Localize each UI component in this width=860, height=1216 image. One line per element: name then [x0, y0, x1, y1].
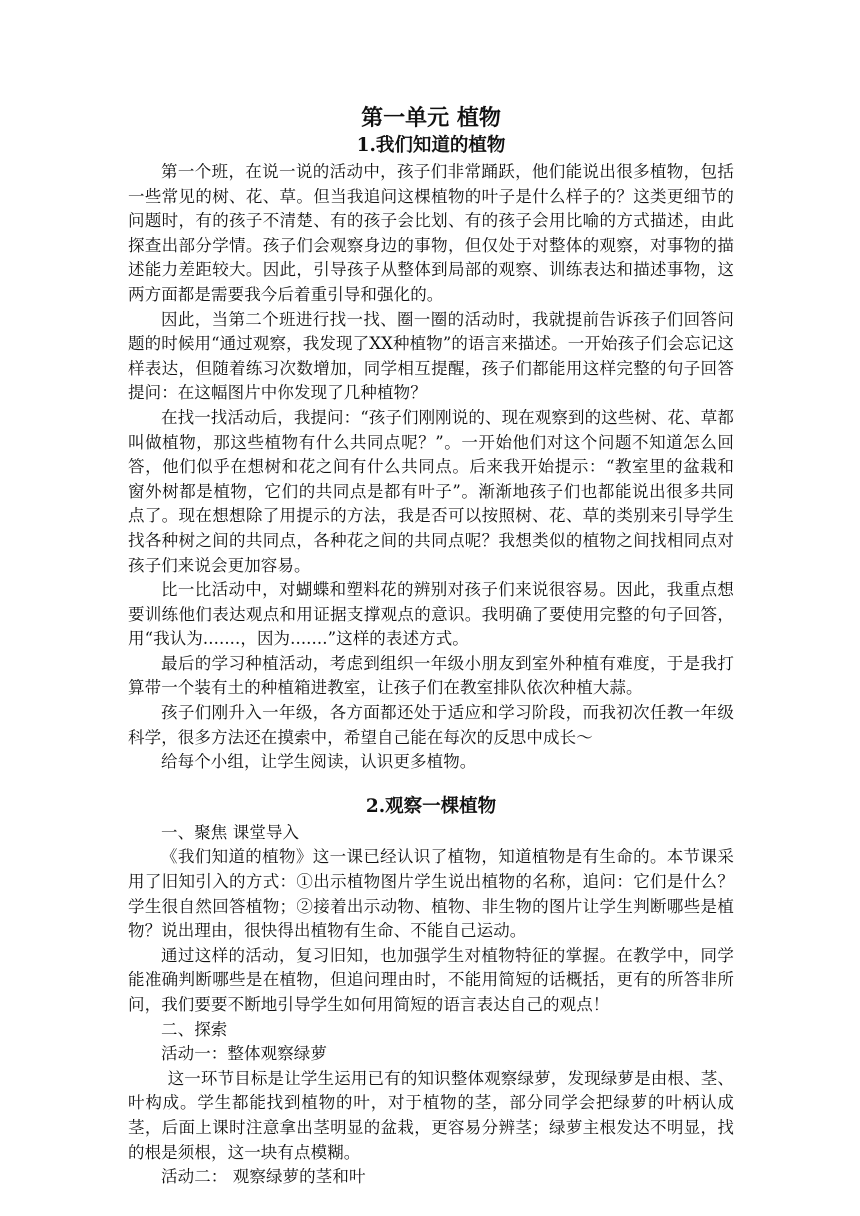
activity-heading: 活动一：整体观察绿萝	[161, 1044, 327, 1064]
paragraph: 因此，当第二个班进行找一找、圈一圈的活动时，我就提前告诉孩子们回答问题的时候用“通过观察，我发现了XX种植物”的语言来描述。一开始孩子们会忘记这样表达，但随着练习次数增加，同学相互提醒，孩子们都能用这样完整的句子回答提问：在这幅图片中你发现了几种植物？	[128, 309, 734, 403]
paragraph: 最后的学习种植活动，考虑到组织一年级小朋友到室外种植有难度，于是我打算带一个装有土的种植箱进教室，让孩子们在教室排队依次种植大蒜。	[128, 653, 734, 698]
paragraph: 给每个小组，让学生阅读，认识更多植物。	[161, 752, 477, 772]
paragraph: 在找一找活动后，我提问：“孩子们刚刚说的、现在观察到的这些树、花、草都叫做植物，那这些植物有什么共同点呢？”。一开始他们对这个问题不知道怎么回答，他们似乎在想树和花之间有什么共同点。后来我开始提示：“教室里的盆栽和窗外树都是植物，它们的共同点是都有叶子”。渐渐地孩子们也都能说出很多共同点了。现在想想除了用提示的方法，我是否可以按照树、花、草的类别来引导学生找各种树之间的共同点，各种花之间的共同点呢？我想类似的植物之间找相同点对孩子们来说会更加容易。	[128, 407, 734, 575]
paragraph: 比一比活动中，对蝴蝶和塑料花的辨别对孩子们来说很容易。因此，我重点想要训练他们表达观点和用证据支撑观点的意识。我明确了要使用完整的句子回答，用“我认为.......，因为.......”这样的表述方式。	[128, 580, 734, 649]
paragraph: 《我们知道的植物》这一课已经认识了植物，知道植物是有生命的。本节课采用了旧知引入的方式：①出示植物图片学生说出植物的名称，追问：它们是什么？学生很自然回答植物；②接着出示动物、植物、非生物的图片让学生判断哪些是植物？说出理由，很快得出植物有生命、不能自己运动。	[128, 847, 734, 941]
activity-heading: 活动二： 观察绿萝的茎和叶	[161, 1167, 366, 1187]
paragraph: 第一个班，在说一说的活动中，孩子们非常踊跃，他们能说出很多植物，包括一些常见的树、花、草。但当我追问这棵植物的叶子是什么样子的？这类更细节的问题时，有的孩子不清楚、有的孩子会比划、有的孩子会用比喻的方式描述，由此探查出部分学情。孩子们会观察身边的事物，但仅处于对整体的观察，对事物的描述能力差距较大。因此，引导孩子从整体到局部的观察、训练表达和描述事物，这两方面都是需要我今后着重引导和强化的。	[128, 162, 734, 304]
section-1-title: 1.我们知道的植物	[356, 135, 506, 156]
section-2-title: 2.观察一棵植物	[365, 795, 497, 817]
unit-title: 第一单元 植物	[361, 105, 501, 131]
section-2	[128, 793, 734, 1190]
paragraph: 通过这样的活动，复习旧知，也加强学生对植物特征的掌握。在教学中，同学能准确判断哪些是在植物，但追问理由时，不能用简短的话概括，更有的所答非所问，我们要要不断地引导学生如何用简短的语言表达自己的观点！	[128, 945, 734, 1014]
subheading: 一、聚焦 课堂导入	[161, 822, 300, 842]
subheading: 二、探索	[161, 1019, 228, 1039]
section-1	[128, 132, 734, 775]
paragraph: 孩子们刚升入一年级，各方面都还处于适应和学习阶段，而我初次任教一年级科学，很多方法还在摸索中，希望自己能在每次的反思中成长～	[128, 703, 734, 747]
paragraph: 这一环节目标是让学生运用已有的知识整体观察绿萝，发现绿萝是由根、茎、叶构成。学生都能找到植物的叶，对于植物的茎，部分同学会把绿萝的叶柄认成茎，后面上课时注意拿出茎明显的盆栽，更容易分辨茎；绿萝主根发达不明显，找的根是须根，这一块有点模糊。	[128, 1068, 734, 1162]
